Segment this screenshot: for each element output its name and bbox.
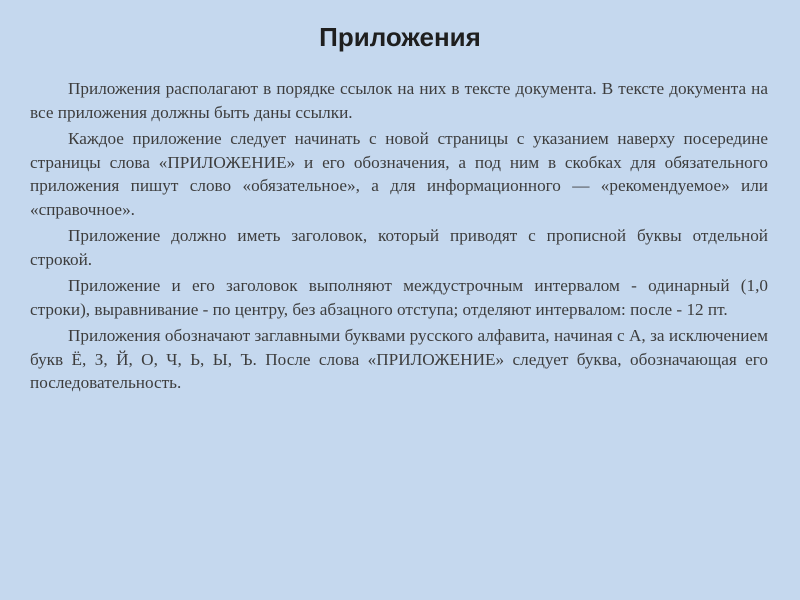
paragraph: Приложение и его заголовок выполняют междустрочным интервалом - одинарный (1,0 строки), выравнивание - по центру, без абзацного отступа; отделяют интервалом: после - 12 пт. [30, 276, 768, 319]
paragraph: Приложения располагают в порядке ссылок на них в тексте документа. В тексте документа на все приложения должны быть даны ссылки. [30, 79, 768, 122]
slide-title: Приложения [319, 22, 481, 52]
slide-body [30, 77, 768, 398]
paragraph: Каждое приложение следует начинать с новой страницы с указанием наверху посередине страницы слова «ПРИЛОЖЕНИЕ» и его обозначения, а под ним в скобках для обязательного приложения пишут слово «обязательное», а для информационного — «рекомендуемое» или «справочное». [30, 129, 768, 219]
paragraph: Приложение должно иметь заголовок, который приводят с прописной буквы отдельной строкой. [30, 226, 768, 269]
paragraph: Приложения обозначают заглавными буквами русского алфавита, начиная с А, за исключением букв Ё, З, Й, О, Ч, Ь, Ы, Ъ. После слова «ПРИЛОЖЕНИЕ» следует буква, обозначающая его последовательность. [30, 326, 768, 392]
